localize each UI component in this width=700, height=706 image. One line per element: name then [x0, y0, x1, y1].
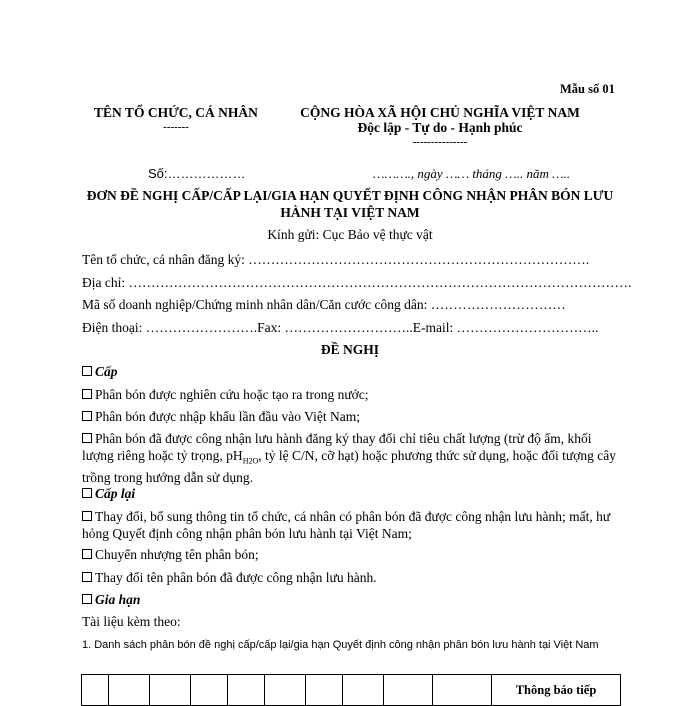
attachment-item-1: 1. Danh sách phân bón đề nghị cấp/cấp lại/gia hạn Quyết định công nhận phân bón lưu hành tại Việt Nam [82, 639, 599, 651]
cap-lai-item-2-text: Chuyển nhượng tên phân bón; [95, 547, 259, 562]
recipient-line: Kính gửi: Cục Bảo vệ thực vật [267, 227, 433, 242]
table-cell [228, 675, 265, 706]
table-cell [150, 675, 191, 706]
motto-divider: --------------- [412, 136, 468, 148]
section-title: ĐỀ NGHỊ [320, 342, 380, 357]
table-cell [343, 675, 384, 706]
document-title: ĐƠN ĐỀ NGHỊ CẤP/CẤP LẠI/GIA HẠN QUYẾT ĐỊNH CÔNG NHẬN PHÂN BÓN LƯU HÀNH TẠI VIỆT NAM [86, 188, 614, 220]
cap-item-3-text-a: Phân bón đã được công nhận lưu hành đăng ký thay đổi chỉ tiêu chất lượng (trừ độ ẩm, khối lượng riêng hoặc tỷ trọng, pH [82, 431, 592, 463]
checkbox-icon [82, 549, 92, 559]
table-row [82, 675, 621, 706]
country-name: CỘNG HÒA XÃ HỘI CHỦ NGHĨA VIỆT NAM [300, 105, 580, 120]
table-cell [82, 675, 109, 706]
cap-item-3-text-b: , tỷ lệ C/N, cỡ hạt) hoặc phương thức sử dụng, hoặc đối tượng cây trồng trong hướng dẫn sử dụng. [82, 447, 616, 485]
org-name-field: Tên tổ chức, cá nhân đăng ký: …………………………………………………………………. [82, 252, 590, 267]
cap-item-2 [82, 409, 360, 425]
attachments-label: Tài liệu kèm theo: [82, 614, 181, 629]
gia-han-option [82, 592, 140, 608]
cap-lai-item-1-text: Thay đổi, bổ sung thông tin tổ chức, cá nhân có phân bón đã được công nhận lưu hành; mất, hư hỏng Quyết định công nhận phân bón lưu hành tại Việt Nam; [82, 509, 611, 541]
table-cell [265, 675, 306, 706]
contact-field: Điện thoại: …………………….Fax: ………………………..E-mail: ………………………….. [82, 320, 599, 335]
gia-han-heading: Gia hạn [95, 592, 141, 607]
cap-item-1-text: Phân bón được nghiên cứu hoặc tạo ra trong nước; [95, 387, 369, 402]
organization-divider: ------- [163, 121, 189, 133]
cap-lai-heading: Cấp lại [95, 486, 136, 501]
cap-item-2-text: Phân bón được nhập khẩu lần đầu vào Việt Nam; [95, 409, 360, 424]
address-field: Địa chỉ: …………………………………………………………………………………………………. [82, 275, 632, 290]
attachment-table [81, 674, 621, 706]
table-cell [191, 675, 228, 706]
table-cell [306, 675, 343, 706]
document-date: ………., ngày …… tháng ….. năm ….. [373, 166, 571, 181]
checkbox-icon [82, 511, 92, 521]
cap-lai-item-2 [82, 547, 259, 563]
checkbox-icon [82, 594, 92, 604]
cap-item-3-subscript: H2O [242, 456, 259, 466]
cap-lai-item-3 [82, 570, 377, 586]
checkbox-icon [82, 488, 92, 498]
table-cell [433, 675, 492, 706]
checkbox-icon [82, 572, 92, 582]
organization-label: TÊN TỔ CHỨC, CÁ NHÂN [94, 105, 258, 120]
cap-lai-item-3-text: Thay đổi tên phân bón đã được công nhận lưu hành. [95, 570, 377, 585]
cap-item-3 [82, 431, 622, 486]
form-number: Mẫu số 01 [560, 82, 615, 96]
table-header-last: Thông báo tiếp [492, 675, 621, 706]
checkbox-icon [82, 389, 92, 399]
cap-option [82, 364, 118, 380]
national-header [280, 105, 600, 150]
document-number: Số:……………… [148, 166, 246, 181]
checkbox-icon [82, 433, 92, 443]
table-cell [109, 675, 150, 706]
checkbox-icon [82, 411, 92, 421]
cap-item-1 [82, 387, 369, 403]
checkbox-icon [82, 366, 92, 376]
cap-lai-item-1 [82, 509, 622, 542]
table-cell [384, 675, 433, 706]
id-number-field: Mã số doanh nghiệp/Chứng minh nhân dân/Căn cước công dân: ………………………… [82, 297, 566, 312]
national-motto: Độc lập - Tự do - Hạnh phúc [357, 120, 523, 135]
organization-header [88, 105, 264, 133]
cap-heading: Cấp [95, 364, 118, 379]
cap-lai-option [82, 486, 135, 502]
